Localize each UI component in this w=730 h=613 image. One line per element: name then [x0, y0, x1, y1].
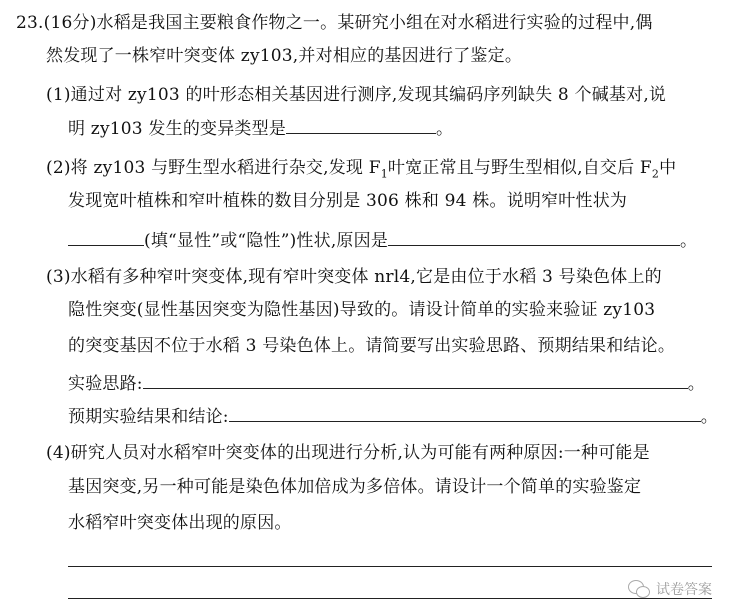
expected-result-end: 。: [700, 407, 718, 427]
experiment-idea-end: 。: [687, 374, 705, 394]
part-1-answer-blank[interactable]: [286, 117, 436, 134]
part-2-line-2: 发现宽叶植株和窄叶植株的数目分别是 306 株和 94 株。说明窄叶性状为: [68, 191, 628, 211]
experiment-idea-blank[interactable]: [143, 372, 688, 389]
part-3-result-line: [68, 405, 718, 428]
part-1-line-1: (1)通过对 zy103 的叶形态相关基因进行测序,发现其编码序列缺失 8 个碱基对,说: [46, 85, 667, 105]
part-2-text-a: (2)将 zy103 与野生型水稻进行杂交,发现 F: [46, 158, 381, 178]
f1-subscript: 1: [380, 167, 388, 181]
f2-subscript: 2: [651, 167, 660, 181]
part-1-line-2: [68, 117, 453, 140]
expected-result-blank[interactable]: [229, 405, 701, 422]
experiment-idea-label: 实验思路:: [68, 374, 143, 394]
part-3-line-3: 的突变基因不位于水稻 3 号染色体上。请简要写出实验思路、预期结果和结论。: [68, 336, 676, 356]
part-4-line-1: (4)研究人员对水稻窄叶突变体的出现进行分析,认为可能有两种原因:一种可能是: [46, 443, 650, 463]
part-3-line-2: 隐性突变(显性基因突变为隐性基因)导致的。请设计简单的实验来验证 zy103: [68, 300, 656, 320]
watermark-text: 试卷答案: [656, 582, 712, 598]
part-1-end: 。: [436, 119, 454, 139]
part-2-line-3: [68, 229, 697, 252]
part-4-line-2: 基因突变,另一种可能是染色体加倍成为多倍体。请设计一个简单的实验鉴定: [68, 477, 642, 497]
part-2-text-b: 叶宽正常且与野生型相似,自交后 F: [387, 158, 652, 178]
watermark: [628, 579, 712, 599]
part-4-line-3: 水稻窄叶突变体出现的原因。: [68, 513, 292, 533]
answer-line-2[interactable]: [68, 598, 712, 599]
part-1-prompt: 明 zy103 发生的变异类型是: [68, 119, 287, 139]
part-2-line-1: [46, 157, 676, 185]
wechat-icon: [628, 580, 650, 598]
part-2-prompt: (填“显性”或“隐性”)性状,原因是: [144, 231, 389, 251]
question-stem-line-2: 然发现了一株窄叶突变体 zy103,并对相应的基因进行了鉴定。: [46, 46, 523, 66]
part-3-line-1: (3)水稻有多种窄叶突变体,现有窄叶突变体 nrl4,它是由位于水稻 3 号染色体上的: [46, 267, 662, 287]
expected-result-label: 预期实验结果和结论:: [68, 407, 229, 427]
answer-line-1[interactable]: [68, 566, 712, 567]
part-2-end: 。: [680, 231, 698, 251]
part-2-text-c: 中: [659, 158, 677, 178]
part-3-idea-line: [68, 372, 705, 395]
question-stem-line-1: 23.(16分)水稻是我国主要粮食作物之一。某研究小组在对水稻进行实验的过程中,偶: [16, 13, 653, 33]
part-2-reason-blank[interactable]: [388, 229, 680, 246]
part-2-trait-blank[interactable]: [68, 229, 144, 246]
